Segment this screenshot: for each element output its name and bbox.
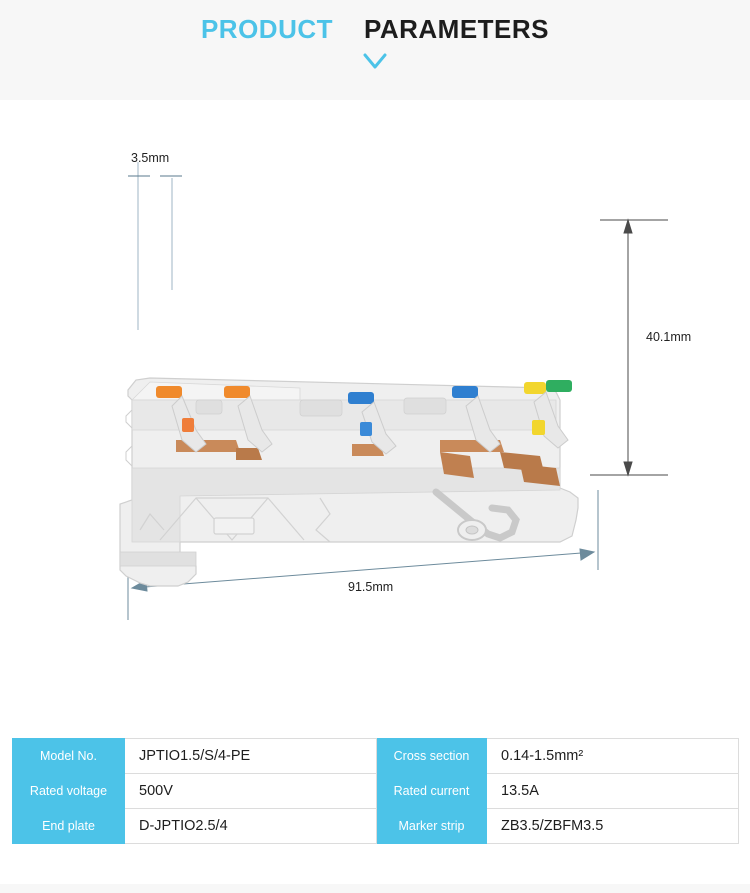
- height-dimension-lines: [590, 220, 668, 475]
- spec-value-end-plate: D-JPTIO2.5/4: [125, 809, 377, 844]
- spec-key-rated-voltage: Rated voltage: [13, 774, 125, 809]
- spec-key-marker-strip: Marker strip: [377, 809, 487, 844]
- pitch-dimension-lines: [128, 162, 182, 330]
- chevron-down-icon: [362, 52, 388, 72]
- spec-value-rated-voltage: 500V: [125, 774, 377, 809]
- specification-table-wrapper: [12, 738, 738, 844]
- spec-value-rated-current: 13.5A: [487, 774, 739, 809]
- page-header: [0, 0, 750, 100]
- product-diagram: [0, 100, 750, 715]
- footer-band: [0, 884, 750, 893]
- length-dimension-label: 91.5mm: [348, 580, 394, 594]
- table-row: [13, 774, 739, 809]
- spec-key-model-no: Model No.: [13, 739, 125, 774]
- specification-table: [12, 738, 739, 844]
- spec-value-cross-section: 0.14-1.5mm²: [487, 739, 739, 774]
- pitch-dimension-label: 3.5mm: [131, 151, 170, 165]
- table-row: [13, 739, 739, 774]
- spec-value-marker-strip: ZB3.5/ZBFM3.5: [487, 809, 739, 844]
- spec-value-model-no: JPTIO1.5/S/4-PE: [125, 739, 377, 774]
- page-title-accent: PRODUCT: [200, 14, 334, 44]
- page-title-main: PARAMETERS: [363, 14, 550, 44]
- terminal-block-body: [120, 378, 578, 586]
- spec-key-cross-section: Cross section: [377, 739, 487, 774]
- table-row: [13, 809, 739, 844]
- page-title: [0, 14, 750, 45]
- spec-key-rated-current: Rated current: [377, 774, 487, 809]
- terminal-block-drawing: [0, 100, 750, 715]
- spec-key-end-plate: End plate: [13, 809, 125, 844]
- height-dimension-label: 40.1mm: [646, 330, 692, 344]
